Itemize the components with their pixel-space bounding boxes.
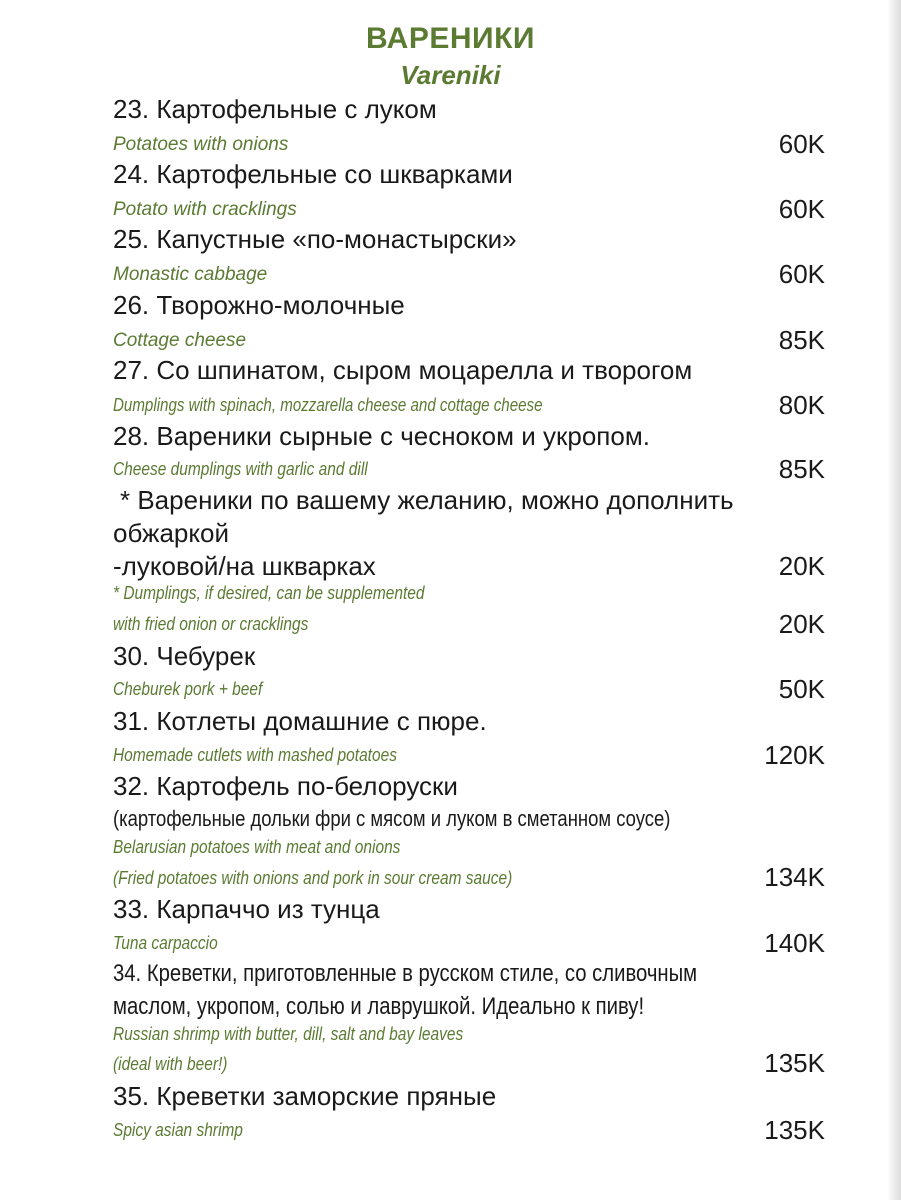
extras-note-line-2: обжаркой: [113, 518, 230, 548]
menu-item-33-name: 33. Карпаччо из тунца: [113, 894, 380, 924]
menu-item-27-price: 80K: [778, 390, 825, 420]
menu-item-31-english: Homemade cutlets with mashed potatoes: [113, 745, 397, 765]
menu-item-33-price: 140K: [764, 928, 825, 958]
extras-note-line-1: * Вареники по вашему желанию, можно дополнить: [120, 485, 734, 515]
menu-item-28-english: Cheese dumplings with garlic and dill: [113, 459, 368, 479]
menu-item-35-name: 35. Креветки заморские пряные: [113, 1081, 497, 1111]
menu-item-32-english-note: (Fried potatoes with onions and pork in sour cream sauce): [113, 868, 513, 888]
menu-item-26-name: 26. Творожно-молочные: [113, 290, 405, 320]
menu-item-24-name: 24. Картофельные со шкварками: [113, 159, 513, 189]
menu-item-25-price: 60K: [778, 259, 825, 289]
menu-item-26-english: Cottage cheese: [113, 330, 247, 351]
menu-item-34-english-line-2: (ideal with beer!): [113, 1054, 228, 1074]
menu-item-31-name: 31. Котлеты домашние с пюре.: [113, 706, 487, 736]
page-edge-shadow: [887, 0, 901, 1200]
section-title: ВАРЕНИКИ: [366, 22, 535, 55]
menu-item-31-price: 120K: [764, 740, 825, 770]
menu-item-23-english: Potatoes with onions: [113, 134, 289, 155]
menu-item-25-english: Monastic cabbage: [113, 264, 268, 285]
menu-item-27-name: 27. Со шпинатом, сыром моцарелла и творогом: [113, 355, 693, 385]
menu-item-23-name: 23. Картофельные с луком: [113, 94, 437, 124]
menu-item-24-english: Potato with cracklings: [113, 199, 297, 220]
menu-item-25-name: 25. Капустные «по-монастырски»: [113, 224, 517, 254]
extras-price: 20K: [778, 551, 825, 581]
extras-english-price: 20K: [778, 609, 825, 639]
menu-item-34-name-line-2: маслом, укропом, солью и лаврушкой. Идеально к пиву!: [113, 993, 645, 1020]
menu-item-23-price: 60K: [778, 129, 825, 159]
extras-english-line-2: with fried onion or cracklings: [113, 614, 309, 634]
menu-item-30-price: 50K: [778, 674, 825, 704]
menu-item-35-price: 135K: [764, 1115, 825, 1145]
menu-item-35-english: Spicy asian shrimp: [113, 1120, 243, 1140]
menu-item-33-english: Tuna carpaccio: [113, 933, 218, 953]
menu-item-32-name: 32. Картофель по-белоруски: [113, 771, 458, 801]
menu-item-32-english: Belarusian potatoes with meat and onions: [113, 837, 401, 857]
menu-item-26-price: 85K: [778, 325, 825, 355]
section-subtitle: Vareniki: [400, 60, 501, 90]
menu-item-28-name: 28. Вареники сырные с чесноком и укропом.: [113, 421, 650, 451]
menu-item-30-name: 30. Чебурек: [113, 641, 256, 671]
menu-item-28-price: 85K: [778, 454, 825, 484]
menu-item-34-name-line-1: 34. Креветки, приготовленные в русском стиле, со сливочным: [113, 960, 698, 987]
extras-english-line-1: * Dumplings, if desired, can be supplemented: [113, 583, 425, 603]
menu-item-30-english: Cheburek pork + beef: [113, 679, 263, 699]
extras-note-line-3: -луковой/на шкварках: [113, 551, 376, 581]
menu-item-24-price: 60K: [778, 194, 825, 224]
menu-item-32-description: (картофельные дольки фри с мясом и луком в сметанном соусе): [113, 806, 671, 831]
menu-item-34-price: 135K: [764, 1048, 825, 1078]
menu-item-34-english-line-1: Russian shrimp with butter, dill, salt and bay leaves: [113, 1024, 464, 1044]
menu-item-27-english: Dumplings with spinach, mozzarella cheese and cottage cheese: [113, 395, 543, 415]
menu-item-32-price: 134K: [764, 862, 825, 892]
